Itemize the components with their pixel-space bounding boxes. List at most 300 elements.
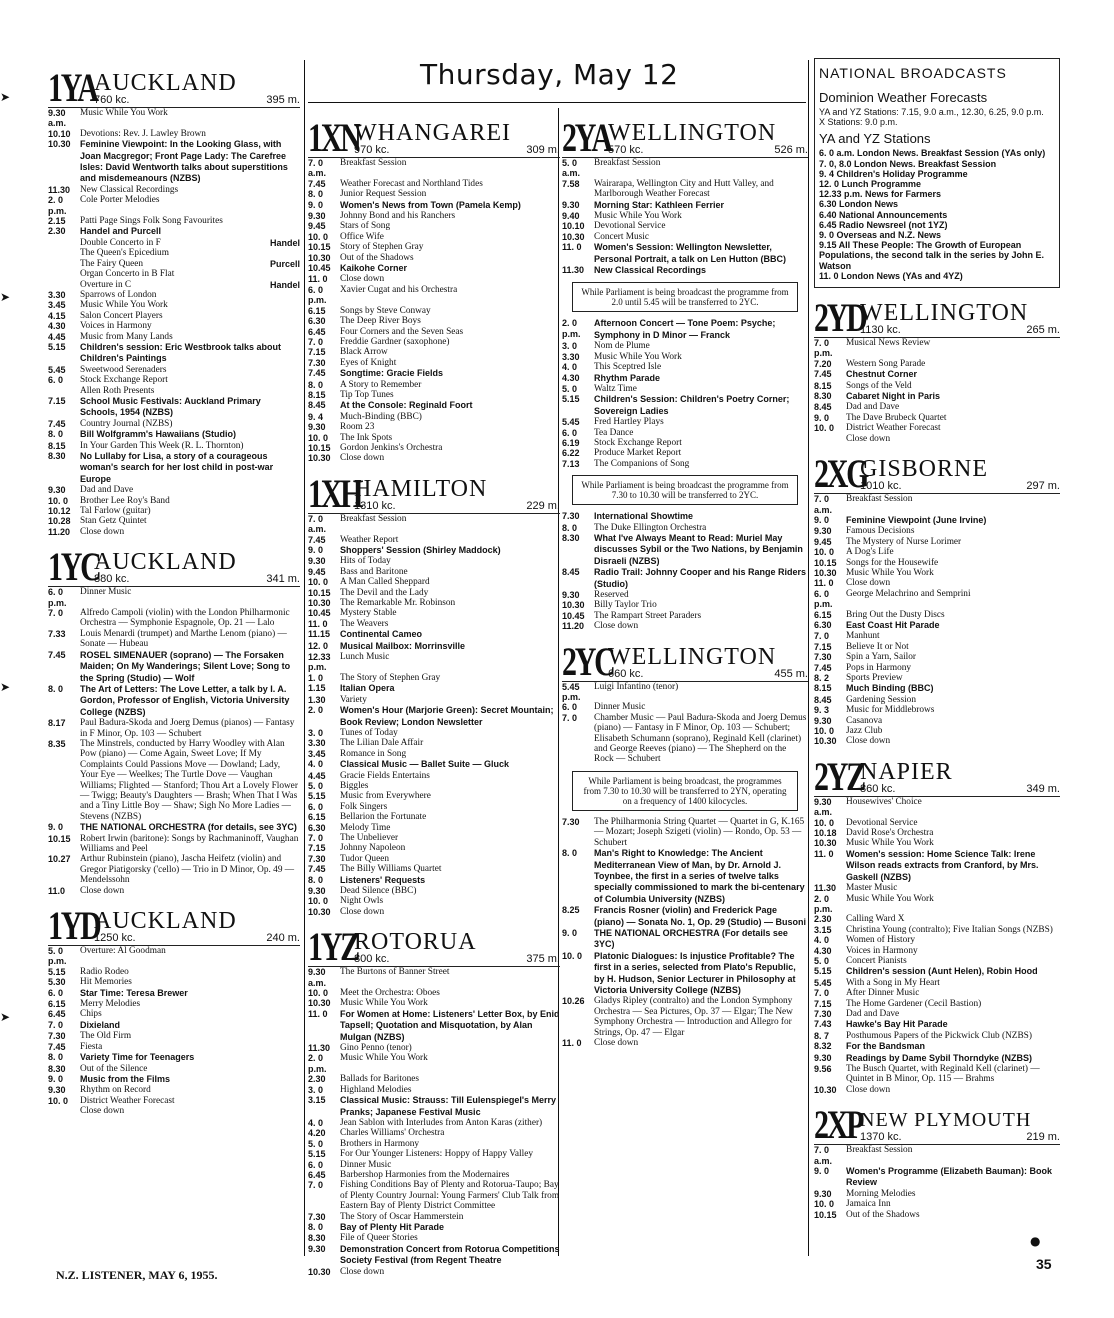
programme-time: 8. 0 xyxy=(562,522,578,533)
programme-time: 10. 0 xyxy=(814,547,835,558)
programme-row xyxy=(308,1053,560,1074)
programme-time: 8. 0 xyxy=(48,429,64,440)
programme-title xyxy=(340,683,560,694)
programme-title-bold: Platonic Dialogues: Is injustice Profitable? The first in a series, selected from Plato's Republic, by H. Hudson, Senior Lecturer in Philosophy at Victoria University College (NZBS) xyxy=(594,950,796,995)
programme-time: 11.0 xyxy=(48,885,66,896)
programme-title: Jamaica Inn xyxy=(846,1199,891,1210)
programme-title: Billy Taylor Trio xyxy=(594,600,657,611)
programme-list xyxy=(562,318,808,469)
programme-time: 7.58 xyxy=(562,178,580,189)
programme-title: Close down xyxy=(846,578,891,589)
programme-time: 8.45 xyxy=(814,402,832,413)
programme-row xyxy=(308,545,560,556)
programme-row xyxy=(48,321,300,331)
programme-row xyxy=(308,253,560,263)
programme-row xyxy=(814,1189,1060,1199)
programme-title: Rhythm on Record xyxy=(80,1085,151,1096)
programme-time: 8.30 xyxy=(562,532,580,543)
programme-time: 7. 0 a.m. xyxy=(308,513,327,535)
programme-row xyxy=(48,684,300,718)
programme-title: Dad and Dave xyxy=(80,485,134,496)
programme-title-bold: Women's session: Home Science Talk: Irene Wilson reads extracts from Cranford, by Mrs. Gaskell (NZBS) xyxy=(846,848,1039,882)
programme-title xyxy=(340,368,560,379)
programme-row xyxy=(814,914,1060,924)
programme-title: Hit Memories xyxy=(80,977,132,988)
programme-title: Close down xyxy=(340,274,385,285)
programme-time: 7. 0 xyxy=(308,1180,324,1191)
programme-row xyxy=(562,232,808,242)
national-item-text: 9. 0 Overseas and N.Z. News xyxy=(819,230,942,241)
programme-row xyxy=(562,158,808,179)
programme-title: Black Arrow xyxy=(340,347,388,358)
programme-time: 8.45 xyxy=(814,694,832,705)
call-sign: 2YZ xyxy=(814,753,864,799)
programme-title: Breakfast Session xyxy=(340,513,407,524)
programme-title: Christina Young (contralto); Five Italian Songs (NZBS) xyxy=(846,924,1053,935)
programme-row xyxy=(308,337,560,347)
programme-time: 8.30 xyxy=(48,1063,66,1074)
programme-title xyxy=(594,928,808,951)
programme-row xyxy=(48,527,300,537)
programme-row xyxy=(48,718,300,739)
programme-title-bold: Shoppers' Session (Shirley Maddock) xyxy=(340,545,501,555)
programme-title: Out of the Silence xyxy=(80,1063,148,1074)
programme-time: 11.15 xyxy=(308,629,331,640)
programme-title xyxy=(846,620,1060,631)
programme-title xyxy=(340,1222,560,1233)
programme-row xyxy=(308,1128,560,1138)
programme-row xyxy=(562,318,808,341)
programme-title: The Deep River Boys xyxy=(340,316,421,327)
programme-time: 10.15 xyxy=(308,242,331,253)
work-line xyxy=(48,280,300,290)
programme-time: 7.15 xyxy=(308,843,326,854)
programme-row xyxy=(308,1212,560,1222)
programme-time: 9. 0 xyxy=(814,412,830,423)
programme-time: 4. 0 xyxy=(814,935,830,946)
programme-title-bold: Italian Opera xyxy=(340,683,395,694)
programme-row xyxy=(48,629,300,650)
programme-title: Stock Exchange Report xyxy=(80,375,168,386)
programme-title: Robert Irwin (baritone): Songs by Rachmaninoff, Vaughan Williams and Peel xyxy=(80,833,299,854)
programme-time: 2.30 xyxy=(814,914,832,925)
programme-time: 10. 0 xyxy=(814,1199,835,1210)
city: AUCKLAND xyxy=(94,549,237,576)
masthead-rule xyxy=(308,102,806,103)
programme-title: The Weavers xyxy=(340,618,389,629)
wavelength: 265 m. xyxy=(1026,324,1060,337)
programme-title xyxy=(340,1095,560,1118)
programme-time: 10.30 xyxy=(814,1084,837,1095)
programme-title xyxy=(340,629,560,640)
programme-row xyxy=(48,1074,300,1085)
programme-time: 8.30 xyxy=(814,391,832,402)
programme-title xyxy=(340,875,560,886)
programme-title-bold: Chestnut Corner xyxy=(846,369,918,380)
programme-title: Arthur Rubinstein (piano), Jascha Heifetz (violin) and Gregor Piatigorsky ('cello) — Trio in D Minor, Op. 49 — Mendelssohn xyxy=(80,854,295,886)
programme-title: Junior Request Session xyxy=(340,189,427,200)
station-2yc xyxy=(562,640,808,1049)
programme-title: Master Music xyxy=(846,883,898,894)
programme-time: 3. 0 xyxy=(308,1084,324,1095)
programme-time: 10. 0 xyxy=(308,896,329,907)
programme-title xyxy=(340,1009,560,1043)
programme-row xyxy=(48,485,300,495)
programme-title xyxy=(594,905,808,928)
programme-title: Music While You Work xyxy=(594,351,682,362)
programme-title: Wairarapa, Wellington City and Hutt Valley, and Marlborough Weather Forecast xyxy=(594,178,774,200)
programme-row xyxy=(562,533,808,567)
programme-time: 10. 0 xyxy=(562,950,583,961)
programme-row xyxy=(562,621,808,631)
programme-row xyxy=(562,996,808,1038)
programme-row xyxy=(308,263,560,274)
programme-title xyxy=(340,263,560,274)
programme-title xyxy=(80,650,300,684)
programme-row xyxy=(814,946,1060,956)
programme-time: 4.30 xyxy=(48,321,66,332)
programme-title: Barbershop Harmonies from the Modernaires xyxy=(340,1169,510,1180)
programme-time: 5.45 p.m. xyxy=(562,681,581,703)
programme-time: 7.30 xyxy=(562,816,580,827)
programme-row xyxy=(814,849,1060,883)
city: ROTORUA xyxy=(354,929,477,956)
programme-time: 2.30 xyxy=(48,226,66,237)
page-title: Thursday, May 12 xyxy=(420,58,679,91)
programme-title: The Mystery of Nurse Lorimer xyxy=(846,536,962,547)
programme-title-bold: Demonstration Concert from Rotorua Competitions Society Festival (from Regent Theatre xyxy=(340,1243,560,1266)
programme-title: The Remarkable Mr. Robinson xyxy=(340,598,456,609)
programme-list xyxy=(308,158,560,464)
programme-time: 11.30 xyxy=(562,265,585,276)
programme-row xyxy=(48,1009,300,1019)
city: WELLINGTON xyxy=(608,120,777,146)
programme-title: Out of the Shadows xyxy=(846,1209,920,1220)
programme-row xyxy=(308,556,560,566)
programme-row xyxy=(814,1041,1060,1052)
programme-title-bold: Afternoon Concert — Tone Poem: Psyche; Symphony in D Minor — Franck xyxy=(594,318,776,340)
station-1yc xyxy=(48,545,300,896)
column-rule xyxy=(808,60,809,1256)
programme-row xyxy=(48,375,300,385)
programme-time: 10. 0 xyxy=(814,817,835,828)
programme-row xyxy=(814,631,1060,641)
national-item-text: 12.33 p.m. News for Farmers xyxy=(819,189,942,200)
programme-row xyxy=(308,158,560,179)
programme-time: 10.30 xyxy=(308,906,331,917)
programme-title: Breakfast Session xyxy=(594,158,661,168)
programme-time: 7.13 xyxy=(562,458,580,469)
programme-row xyxy=(308,652,560,673)
programme-title: Chamber Music — Paul Badura-Skoda and Joerg Demus (piano) — Fantasy in F Minor, Op. 103 — Schubert; Elisabeth Schumann (soprano), Reginald Kell (clarinet) and George Reeves (piano) — The Shepherd on the Rock — Schubert xyxy=(594,712,807,765)
programme-time: 8.15 xyxy=(308,389,326,400)
programme-title: The Old Firm xyxy=(80,1031,132,1042)
programme-title-bold: Francis Rosner (violin) and Frederick Page (piano) — Sonata No. 1, Op. 29 (Studio) — Busoni xyxy=(594,905,807,927)
programme-title: Biggles xyxy=(340,780,369,791)
national-item xyxy=(819,148,1055,158)
programme-title: Hits of Today xyxy=(340,556,391,567)
programme-list xyxy=(48,587,300,896)
programme-row xyxy=(814,1210,1060,1220)
programme-time: 8. 2 xyxy=(814,673,830,684)
programme-row xyxy=(308,1095,560,1118)
programme-row xyxy=(308,1009,560,1043)
programme-title xyxy=(594,265,808,276)
programme-title-bold: Star Time: Teresa Brewer xyxy=(80,987,188,998)
programme-time: 8.35 xyxy=(48,738,66,749)
programme-time: 10.45 xyxy=(308,608,331,619)
programme-time: 9. 0 xyxy=(308,199,324,210)
city: AUCKLAND xyxy=(94,908,237,935)
programme-title: Songs by Steve Conway xyxy=(340,305,431,316)
programme-row xyxy=(562,611,808,621)
programme-row xyxy=(308,189,560,199)
programme-title: Johnny Napoleon xyxy=(340,843,406,854)
programme-title xyxy=(846,683,1060,694)
programme-title: This Sceptred Isle xyxy=(594,362,662,373)
programme-time: 7.15 xyxy=(814,641,832,652)
programme-row xyxy=(308,211,560,221)
programme-title-bold: THE NATIONAL ORCHESTRA (For details see 3YC) xyxy=(594,927,788,950)
programme-row xyxy=(308,368,560,379)
programme-time: 9.30 xyxy=(308,556,326,567)
programme-time: 10.30 xyxy=(562,600,585,611)
programme-time: 10.30 xyxy=(814,736,837,747)
national-item-text: 12. 0 Lunch Programme xyxy=(819,179,922,190)
programme-time: 10. 0 xyxy=(48,495,69,506)
programme-time: 12.33 p.m. xyxy=(308,652,331,673)
programme-title: Close down xyxy=(846,433,891,444)
page-number: 35 xyxy=(1036,1256,1052,1272)
parliament-notice: While Parliament is being broadcast, the programmes from 7.30 to 10.30 will be transferred to 2YN, operating on a frequency of 1400 kilocycles. xyxy=(572,771,798,811)
programme-row xyxy=(814,402,1060,412)
programme-row xyxy=(48,967,300,977)
programme-row xyxy=(308,967,560,988)
programme-title: Gino Penno (tenor) xyxy=(340,1043,412,1054)
programme-title-bold: Radio Trail: Johnny Cooper and his Range Riders (Studio) xyxy=(594,567,807,589)
station-header xyxy=(814,295,1060,341)
programme-time: 2. 0 p.m. xyxy=(562,318,581,339)
programme-title xyxy=(340,200,560,211)
programme-title: Much-Binding (BBC) xyxy=(340,411,422,422)
programme-time: 7. 0 a.m. xyxy=(814,1145,833,1166)
programme-row xyxy=(814,695,1060,705)
programme-time: 7.45 xyxy=(814,662,832,673)
programme-row xyxy=(562,905,808,928)
programme-title: Cole Porter Melodies xyxy=(80,195,160,206)
programme-row xyxy=(48,185,300,195)
programme-time: 8. 0 xyxy=(308,1221,324,1232)
programme-list xyxy=(814,494,1060,747)
call-sign: 1YZ xyxy=(308,924,358,970)
programme-time: 4.30 xyxy=(562,372,580,383)
programme-title: The Dave Brubeck Quartet xyxy=(846,412,947,423)
national-item xyxy=(819,169,1055,179)
programme-title xyxy=(846,1166,1060,1189)
programme-time: 10.15 xyxy=(48,833,71,844)
programme-title: Voices in Harmony xyxy=(846,945,918,956)
programme-title xyxy=(80,139,300,185)
programme-title-bold: Women's Hour (Marjorie Green): Secret Mountain; Book Review; London Newsletter xyxy=(340,705,554,727)
programme-time: 10.30 xyxy=(48,139,71,150)
programme-title: In Your Garden This Week (R. L. Thornton) xyxy=(80,440,244,451)
work-line xyxy=(48,248,300,258)
programme-row xyxy=(562,341,808,351)
programme-title: Xavier Cugat and his Orchestra xyxy=(340,284,458,295)
programme-title: Close down xyxy=(80,526,125,537)
programme-time: 11. 0 xyxy=(562,1038,582,1048)
national-item-text: 7. 0, 8.0 London News. Breakfast Session xyxy=(819,158,997,169)
programme-row xyxy=(562,590,808,600)
programme-time: 10.27 xyxy=(48,854,71,865)
station-1yd xyxy=(48,904,300,1117)
programme-time: 9.30 xyxy=(814,1188,832,1199)
programme-title: Music While You Work xyxy=(80,108,168,118)
programme-title: After Dinner Music xyxy=(846,988,920,999)
programme-time: 5.45 xyxy=(562,417,580,428)
programme-time: 8.45 xyxy=(308,400,326,411)
programme-title xyxy=(594,533,808,567)
programme-title xyxy=(846,849,1060,883)
programme-row xyxy=(814,558,1060,568)
parliament-notice: While Parliament is being broadcast the programme from 2.0 until 5.45 will be transferred to 2YC. xyxy=(572,282,798,312)
programme-time: 7.15 xyxy=(814,998,832,1009)
programme-time: 10.12 xyxy=(48,506,71,517)
programme-time: 7.33 xyxy=(48,628,66,639)
programme-title: Alfredo Campoli (violin) with the London Philharmonic Orchestra — Symphonie Espagnole, Op. 21 — Lalo xyxy=(80,608,290,629)
programme-title-bold: Rhythm Parade xyxy=(594,372,661,383)
programme-row xyxy=(562,438,808,448)
programme-title: Breakfast Session xyxy=(846,494,913,505)
work-title: Organ Concerto in B Flat xyxy=(80,269,175,280)
programme-title: Close down xyxy=(594,621,639,632)
programme-row xyxy=(48,1042,300,1052)
programme-row xyxy=(814,1009,1060,1019)
programme-time: 11.30 xyxy=(814,883,837,894)
programme-time: 10.30 xyxy=(308,252,331,263)
programme-row xyxy=(308,781,560,791)
programme-time: 9. 0 xyxy=(562,927,578,938)
programme-title-bold: What I've Always Meant to Read: Muriel May discusses Sybil or the Two Nations, by Benjamin Disraeli (NZBS) xyxy=(594,532,803,566)
programme-time: 4. 0 xyxy=(308,1117,324,1128)
work-title: The Queen's Epicedium xyxy=(80,248,169,259)
programme-row xyxy=(814,1064,1060,1085)
national-item xyxy=(819,220,1055,230)
programme-row xyxy=(308,812,560,822)
national-item xyxy=(819,179,1055,189)
programme-row xyxy=(562,600,808,610)
programme-row xyxy=(814,391,1060,402)
programme-title xyxy=(846,515,1060,526)
frequency: 800 kc. xyxy=(354,953,390,966)
programme-title: Johnny Bond and his Ranchers xyxy=(340,211,456,222)
city: WHANGAREI xyxy=(354,120,511,146)
programme-time: 7.30 xyxy=(308,853,326,864)
programme-row xyxy=(562,384,808,394)
programme-list xyxy=(814,797,1060,1095)
programme-time: 7.30 xyxy=(814,1008,832,1019)
programme-row xyxy=(562,362,808,372)
programme-title: Gardening Session xyxy=(846,694,916,705)
programme-row xyxy=(562,352,808,362)
programme-row xyxy=(814,1145,1060,1166)
programme-title xyxy=(594,394,808,417)
programme-title: Gordon Jenkins's Orchestra xyxy=(340,442,443,453)
programme-time: 8. 0 xyxy=(308,379,324,390)
programme-row xyxy=(48,300,300,310)
programme-time: 12. 0 xyxy=(308,640,329,651)
programme-time: 6. 0 xyxy=(308,801,324,812)
programme-row xyxy=(814,537,1060,547)
programme-time: 5.15 xyxy=(48,341,66,352)
programme-time: 7.30 xyxy=(814,652,832,663)
call-sign: 1XN xyxy=(308,115,360,160)
programme-title: Office Wife xyxy=(340,231,384,242)
programme-title: Dead Silence (BBC) xyxy=(340,886,417,896)
programme-list xyxy=(48,946,300,1117)
work-title: The Fairy Queen xyxy=(80,258,143,269)
programme-title: Devotional Service xyxy=(594,221,666,232)
programme-title: Close down xyxy=(80,885,125,896)
programme-row xyxy=(308,1149,560,1159)
weather-x: X Stations: 9.0 p.m. xyxy=(819,117,898,128)
frequency: 1010 kc. xyxy=(860,480,902,493)
programme-title: Jazz Club xyxy=(846,726,883,737)
weather-heading: Dominion Weather Forecasts xyxy=(819,90,988,105)
programme-row xyxy=(48,441,300,451)
programme-time: 9.56 xyxy=(814,1064,832,1075)
programme-row xyxy=(308,1043,560,1053)
programme-title: Close down xyxy=(846,736,891,747)
programme-row xyxy=(308,316,560,326)
programme-row xyxy=(562,448,808,458)
city: GISBORNE xyxy=(860,456,989,483)
national-item-text: 6.45 Radio Newsreel (not 1YZ) xyxy=(819,219,948,230)
programme-title xyxy=(80,396,300,419)
programme-time: 4.20 xyxy=(308,1128,326,1139)
composer: Purcell xyxy=(269,258,300,269)
programme-time: 9. 0 xyxy=(814,1166,830,1177)
programme-row xyxy=(308,567,560,577)
programme-time: 9. 0 xyxy=(308,545,324,555)
programme-time: 10.15 xyxy=(308,587,331,598)
programme-row xyxy=(814,956,1060,966)
programme-time: 7.30 xyxy=(308,357,326,368)
programme-time: 7.45 xyxy=(308,368,326,379)
programme-title-bold: Dixieland xyxy=(80,1019,121,1030)
column-3 xyxy=(562,108,808,1048)
programme-title: Tip Top Tunes xyxy=(340,389,394,400)
programme-time: 4.45 xyxy=(308,770,326,781)
programme-row xyxy=(308,179,560,189)
programme-title-bold: ROSEL SIMENAUER (soprano) — The Forsaken Maiden; On My Wanderings; Silent Love; Song to the Spring (Studio) — Wolf xyxy=(80,649,291,683)
programme-time: 5.15 xyxy=(48,966,66,977)
programme-title-bold: Variety Time for Teenagers xyxy=(80,1052,195,1063)
programme-title-bold: Songtime: Gracie Fields xyxy=(340,368,444,379)
programme-time: 5.30 xyxy=(48,977,66,988)
programme-time: 8. 0 xyxy=(48,683,64,694)
programme-row xyxy=(814,736,1060,746)
programme-row xyxy=(814,578,1060,588)
programme-title: Dinner Music xyxy=(80,587,132,598)
programme-time: 8.17 xyxy=(48,718,66,729)
call-sign: 2XP xyxy=(814,1102,863,1148)
programme-time: 9.30 xyxy=(308,886,326,896)
programme-row xyxy=(48,1031,300,1041)
programme-time: 10.30 xyxy=(308,1266,331,1277)
programme-title-bold: Children's Session: Children's Poetry Corner; Sovereign Ladies xyxy=(594,394,790,416)
programme-title: Gladys Ripley (contralto) and the London Symphony Orchestra — Sea Pictures, Op. 37 — Elgar; The New Symphony Orchestra — Introduction and Allegro for Strings, Op. 47 — Elgar xyxy=(594,996,793,1038)
